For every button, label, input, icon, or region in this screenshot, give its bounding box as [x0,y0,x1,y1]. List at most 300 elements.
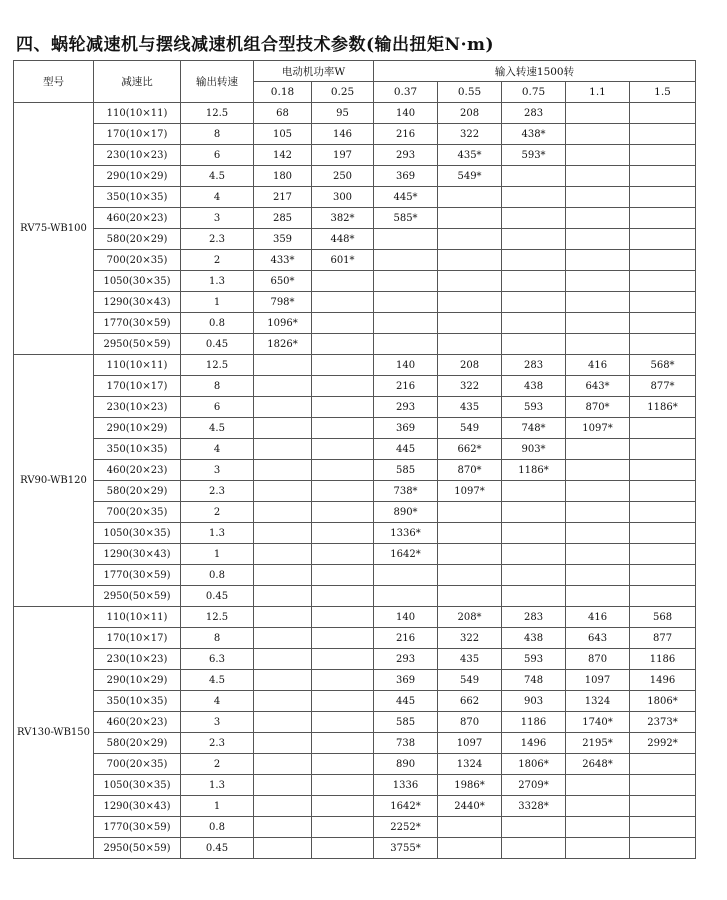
torque-cell: 300 [312,187,374,208]
torque-cell [502,502,566,523]
torque-cell: 322 [438,628,502,649]
model-cell: RV130-WB150 [14,607,94,859]
torque-cell [630,313,696,334]
torque-cell [438,817,502,838]
torque-cell: 1336* [374,523,438,544]
torque-cell: 593 [502,397,566,418]
speed-cell: 1 [181,544,254,565]
torque-cell [566,103,630,124]
torque-cell [254,397,312,418]
torque-cell [566,586,630,607]
torque-cell [502,334,566,355]
power-header: 1.1 [566,82,630,103]
speed-cell: 8 [181,124,254,145]
torque-cell [566,124,630,145]
speed-cell: 2.3 [181,229,254,250]
ratio-cell: 2950(50×59) [94,586,181,607]
torque-cell: 1986* [438,775,502,796]
torque-cell [438,229,502,250]
torque-cell [438,271,502,292]
torque-cell: 105 [254,124,312,145]
torque-cell [566,544,630,565]
torque-cell [312,796,374,817]
torque-cell [502,586,566,607]
torque-cell [254,355,312,376]
header-row [14,61,696,82]
torque-cell: 870 [566,649,630,670]
torque-cell [630,460,696,481]
torque-cell: 585* [374,208,438,229]
ratio-cell: 2950(50×59) [94,334,181,355]
torque-cell: 662* [438,439,502,460]
ratio-cell: 1050(30×35) [94,523,181,544]
torque-cell [502,271,566,292]
torque-cell [254,565,312,586]
torque-cell: 1826* [254,334,312,355]
ratio-cell: 1290(30×43) [94,544,181,565]
torque-cell [566,523,630,544]
torque-cell: 903* [502,439,566,460]
speed-cell: 1.3 [181,271,254,292]
page-title: 四、蜗轮减速机与摆线减速机组合型技术参数(输出扭矩N·m) [16,35,495,55]
torque-cell: 359 [254,229,312,250]
torque-cell [630,586,696,607]
header-input-speed: 输入转速1500转 [374,61,696,82]
torque-cell: 322 [438,124,502,145]
ratio-cell: 170(10×17) [94,376,181,397]
torque-cell [312,838,374,859]
speed-cell: 0.8 [181,565,254,586]
table-row [14,649,696,670]
torque-cell: 748 [502,670,566,691]
table-row [14,313,696,334]
torque-cell: 438 [502,628,566,649]
torque-cell [312,607,374,628]
torque-cell: 250 [312,166,374,187]
torque-cell [630,292,696,313]
torque-cell [566,229,630,250]
torque-cell [630,565,696,586]
ratio-cell: 700(20×35) [94,502,181,523]
spec-table [13,60,696,859]
speed-cell: 1 [181,796,254,817]
torque-cell [630,208,696,229]
torque-cell [502,250,566,271]
table-row [14,166,696,187]
table-row [14,397,696,418]
torque-cell: 549 [438,418,502,439]
table-row [14,481,696,502]
table-row [14,124,696,145]
torque-cell: 877* [630,376,696,397]
torque-cell [502,208,566,229]
torque-cell [438,313,502,334]
table-row [14,712,696,733]
table-row [14,292,696,313]
torque-cell [254,691,312,712]
table-row [14,418,696,439]
torque-cell [312,628,374,649]
torque-cell: 1324 [438,754,502,775]
ratio-cell: 290(10×29) [94,166,181,187]
ratio-cell: 350(10×35) [94,187,181,208]
speed-cell: 3 [181,712,254,733]
torque-cell: 1496 [630,670,696,691]
torque-cell: 283 [502,103,566,124]
torque-cell: 283 [502,355,566,376]
torque-cell: 738* [374,481,438,502]
ratio-cell: 460(20×23) [94,712,181,733]
torque-cell [502,838,566,859]
torque-cell [312,418,374,439]
torque-cell [566,313,630,334]
torque-cell [312,502,374,523]
torque-cell [254,628,312,649]
torque-cell: 1097 [438,733,502,754]
ratio-cell: 1770(30×59) [94,565,181,586]
table-row [14,838,696,859]
torque-cell [502,544,566,565]
torque-cell [254,523,312,544]
speed-cell: 4 [181,187,254,208]
torque-cell [254,796,312,817]
torque-cell [566,775,630,796]
torque-cell: 1186 [630,649,696,670]
torque-cell: 369 [374,166,438,187]
torque-cell: 293 [374,397,438,418]
speed-cell: 2.3 [181,733,254,754]
speed-cell: 4 [181,439,254,460]
table-row [14,586,696,607]
torque-cell: 1186* [502,460,566,481]
torque-cell: 798* [254,292,312,313]
ratio-cell: 110(10×11) [94,103,181,124]
torque-cell [630,796,696,817]
torque-cell [312,355,374,376]
torque-cell: 1097* [438,481,502,502]
ratio-cell: 700(20×35) [94,250,181,271]
torque-cell [312,586,374,607]
torque-cell: 662 [438,691,502,712]
table-row [14,775,696,796]
table-row [14,145,696,166]
torque-cell [312,460,374,481]
speed-cell: 0.8 [181,313,254,334]
torque-cell [438,838,502,859]
torque-cell: 140 [374,607,438,628]
torque-cell [566,208,630,229]
header-model: 型号 [14,61,94,103]
speed-cell: 12.5 [181,103,254,124]
torque-cell: 180 [254,166,312,187]
torque-cell: 140 [374,103,438,124]
torque-cell: 870* [566,397,630,418]
ratio-cell: 1050(30×35) [94,271,181,292]
torque-cell [254,460,312,481]
torque-cell: 293 [374,145,438,166]
torque-cell [254,670,312,691]
torque-cell [630,187,696,208]
torque-cell: 283 [502,607,566,628]
torque-cell: 601* [312,250,374,271]
torque-cell: 1740* [566,712,630,733]
torque-cell [374,586,438,607]
torque-cell [254,775,312,796]
torque-cell: 2373* [630,712,696,733]
torque-cell: 140 [374,355,438,376]
torque-cell [254,754,312,775]
torque-cell: 585 [374,712,438,733]
table-row [14,691,696,712]
torque-cell [566,796,630,817]
torque-cell: 433* [254,250,312,271]
torque-cell [566,817,630,838]
torque-cell [630,418,696,439]
torque-cell [254,838,312,859]
torque-cell [374,250,438,271]
torque-cell: 208 [438,103,502,124]
power-header: 0.25 [312,82,374,103]
torque-cell: 643 [566,628,630,649]
torque-cell: 1186* [630,397,696,418]
torque-cell: 890* [374,502,438,523]
torque-cell [630,145,696,166]
torque-cell [630,166,696,187]
ratio-cell: 290(10×29) [94,418,181,439]
speed-cell: 4.5 [181,418,254,439]
torque-cell: 2252* [374,817,438,838]
torque-cell: 1642* [374,544,438,565]
torque-cell [566,145,630,166]
table-row [14,733,696,754]
speed-cell: 0.45 [181,586,254,607]
torque-cell: 650* [254,271,312,292]
torque-cell [254,502,312,523]
table-row [14,544,696,565]
torque-cell: 416 [566,607,630,628]
torque-cell [312,565,374,586]
torque-cell [566,481,630,502]
power-header: 1.5 [630,82,696,103]
ratio-cell: 290(10×29) [94,670,181,691]
torque-cell [312,544,374,565]
table-row [14,334,696,355]
table-row [14,817,696,838]
speed-cell: 4.5 [181,670,254,691]
speed-cell: 0.45 [181,334,254,355]
ratio-cell: 110(10×11) [94,607,181,628]
torque-cell [502,565,566,586]
speed-cell: 12.5 [181,355,254,376]
ratio-cell: 700(20×35) [94,754,181,775]
torque-cell [630,439,696,460]
torque-cell: 2709* [502,775,566,796]
table-row [14,187,696,208]
speed-cell: 8 [181,376,254,397]
speed-cell: 1 [181,292,254,313]
torque-cell: 369 [374,670,438,691]
torque-cell: 293 [374,649,438,670]
torque-cell: 208 [438,355,502,376]
speed-cell: 2 [181,754,254,775]
torque-cell [566,439,630,460]
torque-cell [254,418,312,439]
torque-cell: 382* [312,208,374,229]
torque-cell [312,649,374,670]
torque-cell: 285 [254,208,312,229]
torque-cell [312,376,374,397]
torque-cell: 146 [312,124,374,145]
torque-cell [566,250,630,271]
torque-cell: 877 [630,628,696,649]
torque-cell: 3755* [374,838,438,859]
torque-cell [312,334,374,355]
torque-cell [312,733,374,754]
torque-cell: 2195* [566,733,630,754]
torque-cell: 322 [438,376,502,397]
ratio-cell: 350(10×35) [94,691,181,712]
torque-cell: 2440* [438,796,502,817]
torque-cell [254,712,312,733]
torque-cell [502,166,566,187]
speed-cell: 6.3 [181,649,254,670]
torque-cell: 748* [502,418,566,439]
torque-cell: 216 [374,124,438,145]
torque-cell: 549* [438,166,502,187]
table-row [14,250,696,271]
speed-cell: 12.5 [181,607,254,628]
torque-cell: 870* [438,460,502,481]
table-row [14,208,696,229]
ratio-cell: 1770(30×59) [94,313,181,334]
table-row [14,376,696,397]
torque-cell [312,271,374,292]
speed-cell: 0.45 [181,838,254,859]
torque-cell [438,565,502,586]
speed-cell: 6 [181,397,254,418]
table-row [14,355,696,376]
torque-cell [312,691,374,712]
ratio-cell: 580(20×29) [94,733,181,754]
ratio-cell: 580(20×29) [94,229,181,250]
speed-cell: 8 [181,628,254,649]
torque-cell: 2648* [566,754,630,775]
torque-cell: 448* [312,229,374,250]
torque-cell: 416 [566,355,630,376]
header-motor-power: 电动机功率W [254,61,374,82]
torque-cell: 435 [438,397,502,418]
torque-cell: 593 [502,649,566,670]
torque-cell: 568 [630,607,696,628]
speed-cell: 4 [181,691,254,712]
speed-cell: 4.5 [181,166,254,187]
torque-cell [254,649,312,670]
speed-cell: 3 [181,460,254,481]
torque-cell [312,670,374,691]
torque-cell [502,187,566,208]
torque-cell [630,838,696,859]
model-cell: RV75-WB100 [14,103,94,355]
torque-cell: 445* [374,187,438,208]
torque-cell: 870 [438,712,502,733]
torque-cell [502,481,566,502]
torque-cell: 445 [374,691,438,712]
torque-cell [312,313,374,334]
torque-cell: 2992* [630,733,696,754]
torque-cell [374,334,438,355]
torque-cell [254,607,312,628]
ratio-cell: 230(10×23) [94,397,181,418]
torque-cell: 585 [374,460,438,481]
ratio-cell: 170(10×17) [94,628,181,649]
table-row [14,103,696,124]
torque-cell [630,481,696,502]
torque-cell [630,124,696,145]
torque-cell: 438 [502,376,566,397]
torque-cell [438,208,502,229]
torque-cell [566,187,630,208]
speed-cell: 2.3 [181,481,254,502]
torque-cell: 1097 [566,670,630,691]
speed-cell: 1.3 [181,775,254,796]
torque-cell [312,712,374,733]
table-row [14,460,696,481]
torque-cell [502,523,566,544]
torque-cell [566,166,630,187]
torque-cell [312,817,374,838]
torque-cell: 549 [438,670,502,691]
ratio-cell: 230(10×23) [94,649,181,670]
power-header: 0.37 [374,82,438,103]
torque-cell: 435 [438,649,502,670]
torque-cell [566,565,630,586]
torque-cell: 435* [438,145,502,166]
torque-cell [374,271,438,292]
torque-cell [630,271,696,292]
ratio-cell: 350(10×35) [94,439,181,460]
torque-cell [374,229,438,250]
torque-cell: 1336 [374,775,438,796]
torque-cell [630,502,696,523]
torque-cell [254,544,312,565]
ratio-cell: 460(20×23) [94,460,181,481]
ratio-cell: 460(20×23) [94,208,181,229]
power-header: 0.18 [254,82,312,103]
table-row [14,628,696,649]
torque-cell: 445 [374,439,438,460]
torque-cell [438,523,502,544]
torque-cell [502,313,566,334]
torque-cell [312,481,374,502]
torque-cell [566,502,630,523]
torque-cell [502,817,566,838]
torque-cell [374,313,438,334]
torque-cell [254,439,312,460]
torque-cell: 1806* [630,691,696,712]
torque-cell [630,334,696,355]
torque-cell: 216 [374,628,438,649]
torque-cell: 217 [254,187,312,208]
table-row [14,523,696,544]
torque-cell [438,334,502,355]
torque-cell: 1097* [566,418,630,439]
torque-cell [630,754,696,775]
torque-cell [566,292,630,313]
torque-cell [566,838,630,859]
torque-cell: 1806* [502,754,566,775]
model-cell: RV90-WB120 [14,355,94,607]
torque-cell: 1096* [254,313,312,334]
